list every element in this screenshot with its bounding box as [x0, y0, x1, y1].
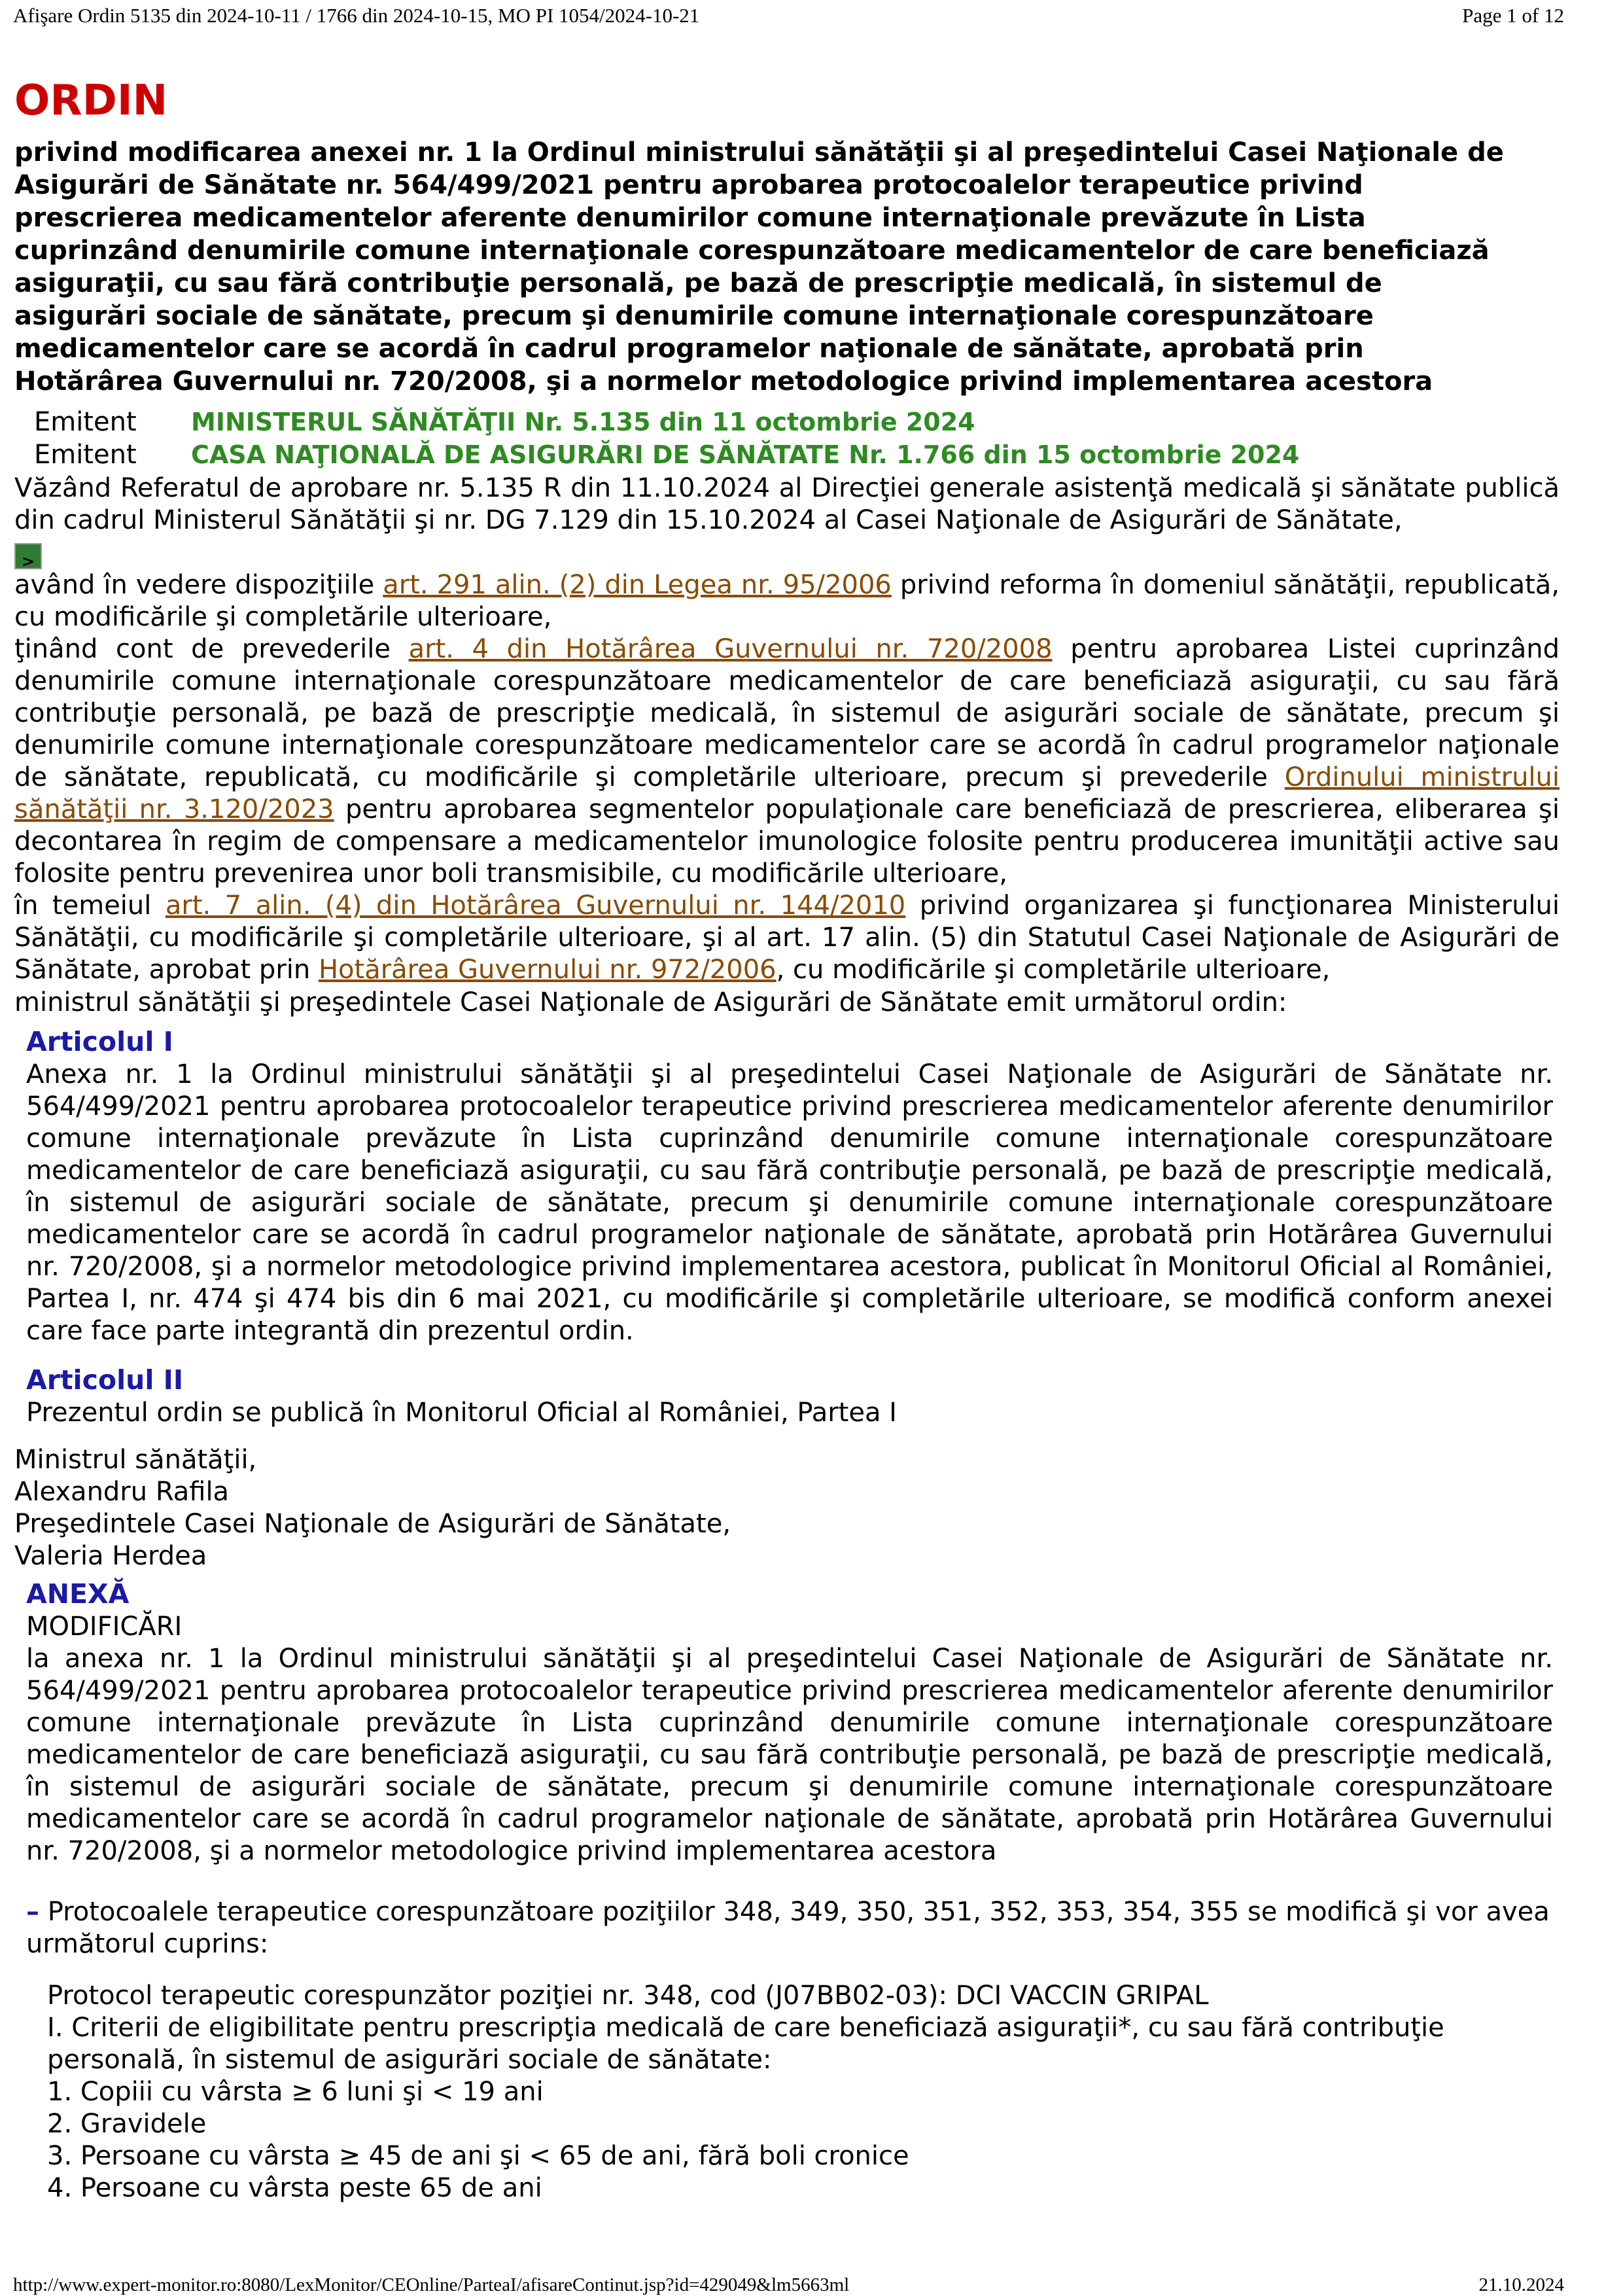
article-1-text: Anexa nr. 1 la Ordinul ministrului sănătăţii şi al preşedintelui Casei Naţionale de Asigurări de Sănătate nr. 564/499/2021 pentru aprobarea protocoalelor terapeutice privind prescrierea medicamentelor aferente denumirilor comune internaţionale prevăzute în Lista cuprinzând denumirile comune internaţionale corespunzătoare medicamentelor de care beneficiază asiguraţii, cu sau fără contribuţie personală, pe bază de prescripţie medicală, în sistemul de asigurări sociale de sănătate, precum şi denumirile comune internaţionale corespunzătoare medicamentelor care se acordă în cadrul programelor naţionale de sănătate, aprobată prin Hotărârea Guvernului nr. 720/2008, şi a normelor metodologice privind implementarea acestora, publicat în Monitorul Oficial al României, Partea I, nr. 474 şi 474 bis din 6 mai 2021, cu modificările şi completările ulterioare, se modifică conform anexei care face parte integrantă din prezentul ordin. — [26, 1059, 1553, 1346]
signature-title-1: Ministrul sănătăţii, — [14, 1445, 257, 1475]
article-1-heading: Articolul I — [26, 1026, 173, 1057]
annex-modificari: MODIFICĂRI — [26, 1612, 183, 1642]
paragraph-avand: având în vedere dispoziţiile art. 291 alin. (2) din Legea nr. 95/2006 privind reforma în domeniul sănătăţii, republicată, cu modificările şi completările ulterioare, — [14, 570, 1560, 632]
link-hg-144-2010[interactable]: art. 7 alin. (4) din Hotărârea Guvernului nr. 144/2010 — [165, 891, 906, 921]
print-header-page: Page 1 of 12 — [1462, 4, 1564, 27]
emitent-label: Emitent — [34, 440, 137, 470]
link-hg-972-2006[interactable]: Hotărârea Guvernului nr. 972/2006 — [318, 955, 777, 985]
emitent-casa: CASA NAŢIONALĂ DE ASIGURĂRI DE SĂNĂTATE Nr. 1.766 din 15 octombrie 2024 — [191, 440, 1300, 469]
document-subtitle: privind modificarea anexei nr. 1 la Ordinul ministrului sănătăţii şi al preşedintelui Casei Naţionale de Asigurări de Sănătate nr. 564/499/2021 pentru aprobarea protocoalelor terapeutice privind prescrierea medicamentelor aferente denumirilor comune internaţionale prevăzute în Lista cuprinzând denumirile comune internaţionale corespunzătoare medicamentelor de care beneficiază asiguraţii, cu sau fără contribuţie personală, pe bază de prescripţie medicală, în sistemul de asigurări sociale de sănătate, precum şi denumirile comune internaţionale corespunzătoare medicamentelor care se acordă în cadrul programelor naţionale de sănătate, aprobată prin Hotărârea Guvernului nr. 720/2008, şi a normelor metodologice privind implementarea acestora — [14, 137, 1504, 397]
annex-heading: ANEXĂ — [26, 1578, 130, 1610]
print-footer-date: 21.10.2024 — [1478, 2274, 1564, 2295]
document-title: ORDIN — [14, 77, 168, 125]
emitent-row-1 — [34, 406, 975, 438]
expand-button[interactable] — [14, 539, 42, 571]
emitent-label: Emitent — [34, 407, 137, 437]
emitent-ministerul: MINISTERUL SĂNĂTĂŢII Nr. 5.135 din 11 octombrie 2024 — [191, 408, 975, 436]
article-2-text: Prezentul ordin se publică în Monitorul Oficial al României, Partea I — [26, 1398, 897, 1428]
expand-icon[interactable]: > — [14, 543, 42, 569]
list-item: 3. Persoane cu vârsta ≥ 45 de ani şi < 65 de ani, fără boli cronice — [47, 2141, 909, 2171]
emitent-row-2 — [34, 438, 1299, 471]
criteria-heading: I. Criterii de eligibilitate pentru prescripţia medicală de care beneficiază asiguraţii*, cu sau fără contribuţie personală, în sistemul de asigurări sociale de sănătate: — [47, 2013, 1444, 2075]
protocol-title: Protocol terapeutic corespunzător poziţiei nr. 348, cod (J07BB02-03): DCI VACCIN GRIPAL — [47, 1981, 1209, 2011]
annex-point: – Protocoalele terapeutice corespunzătoare poziţiilor 348, 349, 350, 351, 352, 353, 354, 355 se modifică şi vor avea următorul cuprins: — [26, 1897, 1550, 1959]
dash-bullet: – — [26, 1897, 39, 1927]
print-footer-url: http://www.expert-monitor.ro:8080/LexMonitor/CEOnline/ParteaI/afisareContinut.jsp?id=429049&lm5663ml — [13, 2274, 850, 2295]
list-item: 4. Persoane cu vârsta peste 65 de ani — [47, 2173, 542, 2203]
paragraph-tinand: ţinând cont de prevederile art. 4 din Hotărârea Guvernului nr. 720/2008 pentru aprobarea Listei cuprinzând denumirile comune internaţionale corespunzătoare medicamentelor de care beneficiază asiguraţii, cu sau fără contribuţie personală, pe bază de prescripţie medicală, în sistemul de asigurări sociale de sănătate, precum şi denumirile comune internaţionale corespunzătoare medicamentelor care se acordă în cadrul programelor naţionale de sănătate, republicată, cu modificările şi completările ulterioare, precum şi prevederile Ordinului ministrului sănătăţii nr. 3.120/2023 pentru aprobarea segmentelor populaţionale care beneficiază de prescrierea, eliberarea şi decontarea în regim de compensare a medicamentelor imunologice folosite pentru producerea imunităţii active sau folosite pentru prevenirea unor boli transmisibile, cu modificările ulterioare, — [14, 634, 1560, 889]
signature-title-2: Preşedintele Casei Naţionale de Asigurări de Sănătate, — [14, 1509, 731, 1539]
signature-block — [14, 1444, 731, 1572]
annex-text: la anexa nr. 1 la Ordinul ministrului sănătăţii şi al preşedintelui Casei Naţionale de Asigurări de Sănătate nr. 564/499/2021 pentru aprobarea protocoalelor terapeutice privind prescrierea medicamentelor aferente denumirilor comune internaţionale prevăzute în Lista cuprinzând denumirile comune internaţionale corespunzătoare medicamentelor de care beneficiază asiguraţii, cu sau fără contribuţie personală, pe bază de prescripţie medicală, în sistemul de asigurări sociale de sănătate, precum şi denumirile comune internaţionale corespunzătoare medicamentelor care se acordă în cadrul programelor naţionale de sănătate, aprobată prin Hotărârea Guvernului nr. 720/2008, şi a normelor metodologice privind implementarea acestora — [26, 1644, 1553, 1866]
paragraph-vazand: Văzând Referatul de aprobare nr. 5.135 R din 11.10.2024 al Direcţiei generale asistenţă medicală şi sănătate publică din cadrul Ministerul Sănătăţii şi nr. DG 7.129 din 15.10.2024 al Casei Naţionale de Asigurări de Sănătate, — [14, 473, 1560, 535]
link-hg-720-2008[interactable]: art. 4 din Hotărârea Guvernului nr. 720/2008 — [408, 634, 1053, 664]
article-2-heading: Articolul II — [26, 1364, 184, 1396]
paragraph-ministrul: ministrul sănătăţii şi preşedintele Casei Naţionale de Asigurări de Sănătate emit următorul ordin: — [14, 987, 1287, 1017]
signature-name-2: Valeria Herdea — [14, 1541, 207, 1571]
list-item: 1. Copiii cu vârsta ≥ 6 luni şi < 19 ani — [47, 2077, 544, 2107]
link-legea-95-2006[interactable]: art. 291 alin. (2) din Legea nr. 95/2006 — [383, 570, 892, 600]
signature-name-1: Alexandru Rafila — [14, 1477, 230, 1507]
list-item: 2. Gravidele — [47, 2109, 207, 2139]
paragraph-temeiul: în temeiul art. 7 alin. (4) din Hotărârea Guvernului nr. 144/2010 privind organizarea şi funcţionarea Ministerului Sănătăţii, cu modificările şi completările ulterioare, şi al art. 17 alin. (5) din Statutul Casei Naţionale de Asigurări de Sănătate, aprobat prin Hotărârea Guvernului nr. 972/2006, cu modificările şi completările ulterioare, — [14, 891, 1560, 985]
eligibility-list — [47, 2076, 909, 2204]
link-ordin-3120-2023[interactable]: Ordinului ministrului sănătăţii nr. 3.120/2023 — [14, 762, 1560, 824]
print-header-title: Afişare Ordin 5135 din 2024-10-11 / 1766 din 2024-10-15, MO PI 1054/2024-10-21 — [13, 4, 700, 27]
